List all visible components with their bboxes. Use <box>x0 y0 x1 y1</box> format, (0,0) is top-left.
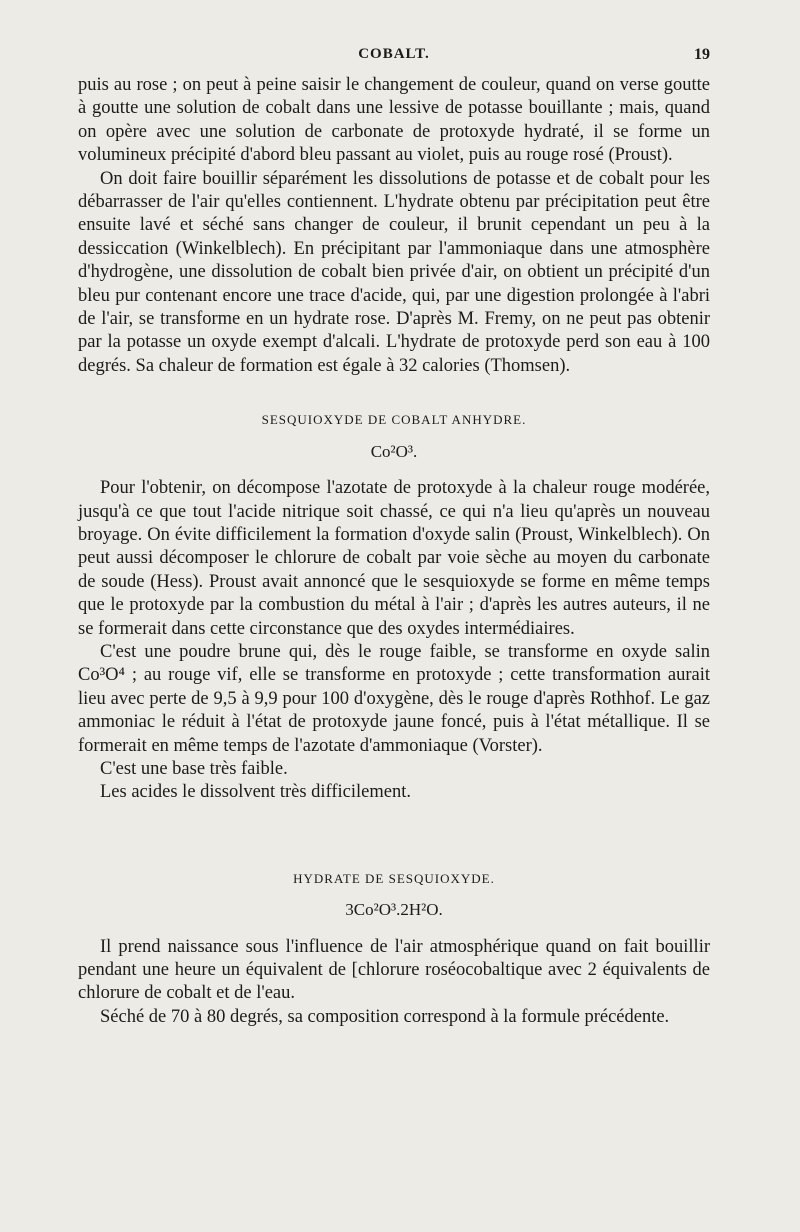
paragraph: Les acides le dissolvent très difficilement. <box>100 782 411 803</box>
section-title: HYDRATE DE SESQUIOXYDE. <box>293 870 495 886</box>
page-number: 19 <box>694 46 710 63</box>
page-header <box>78 46 710 68</box>
page-body <box>78 74 710 1029</box>
spacer <box>78 805 710 837</box>
running-title: COBALT. <box>358 46 430 62</box>
paragraph: C'est une poudre brune qui, dès le rouge faible, se transforme en oxyde salin Co³O⁴ ; au rouge vif, elle se transforme en protoxyde ; cette transformation aurait lieu avec perte de 9,5 à 9,9 pour 100 d'oxygène, dès le rouge d'après Rothhof. Le gaz ammoniac le réduit à l'état de protoxyde jaune foncé, puis à l'état métallique. Il se formerait en même temps de l'azotate d'ammoniaque (Vorster). <box>78 641 710 756</box>
paragraph: Séché de 70 à 80 degrés, sa composition correspond à la formule précédente. <box>100 1006 670 1027</box>
section-formula: Co²O³. <box>370 441 418 461</box>
section-formula: 3Co²O³.2H²O. <box>345 900 443 920</box>
paragraph: Il prend naissance sous l'influence de l'air atmosphérique quand on fait bouillir pendant une heure un équivalent de [chlorure roséocobaltique avec 2 équivalents de chlorure de cobalt et de l'eau. <box>78 936 710 1004</box>
paragraph: puis au rose ; on peut à peine saisir le changement de couleur, quand on verse goutte à goutte une solution de cobalt dans une lessive de potasse bouillante ; mais, quand on opère avec une solution de carbonate de protoxyde hydraté, il se forme un volumineux précipité d'abord bleu passant au violet, puis au rouge rosé (Proust). <box>78 75 710 166</box>
section-title: SESQUIOXYDE DE COBALT ANHYDRE. <box>261 412 527 428</box>
paragraph: On doit faire bouillir séparément les dissolutions de potasse et de cobalt pour les débarrasser de l'air qu'elles contiennent. L'hydrate obtenu par précipitation peut être ensuite lavé et séché sans changer de couleur, il brunit cependant un peu à la dessiccation (Winkelblech). En précipitant par l'ammoniaque dans une atmosphère d'hydrogène, une dissolution de cobalt bien privée d'air, on obtient un précipité d'un bleu pur contenant encore une trace d'acide, qui, par une digestion prolongée à l'abri de l'air, se transforme en un hydrate rose. D'après M. Fremy, on ne peut pas obtenir par la potasse un oxyde exempt d'alcali. L'hydrate de protoxyde perd son eau à 100 degrés. Sa chaleur de formation est égale à 32 calories (Thomsen). <box>78 168 710 376</box>
paragraph: Pour l'obtenir, on décompose l'azotate de protoxyde à la chaleur rouge modérée, jusqu'à ce que tout l'acide nitrique soit chassé, ce qui n'a lieu qu'après un nouveau broyage. On évite difficilement la formation d'oxyde salin (Proust, Winkelblech). On peut aussi décomposer le chlorure de cobalt par voie sèche au moyen du carbonate de soude (Hess). Proust avait annoncé que le sesquioxyde se forme en même temps que le protoxyde par la combustion du métal à l'air ; d'après les autres auteurs, il ne se formerait dans cette circonstance que des oxydes intermédiaires. <box>78 478 710 639</box>
paragraph: C'est une base très faible. <box>100 758 288 779</box>
